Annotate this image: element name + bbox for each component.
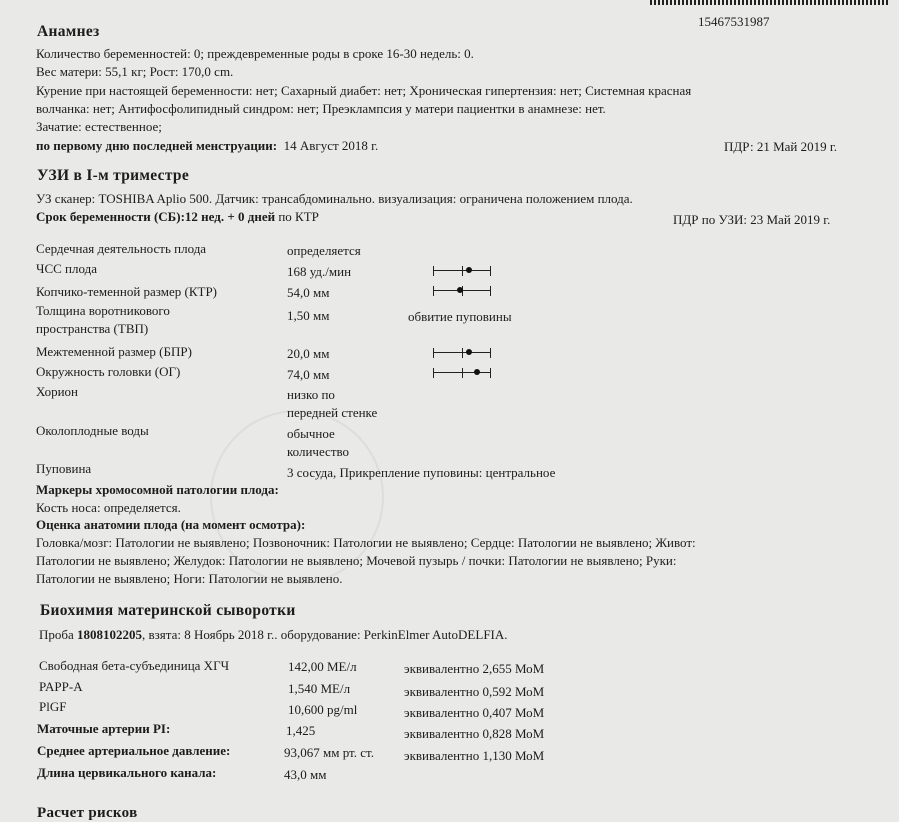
bio-row-label: Длина цервикального канала: <box>37 765 217 780</box>
barcode-strip <box>650 0 890 5</box>
bio-row-value: 10,600 pg/ml <box>288 702 358 717</box>
range-marker <box>433 348 491 358</box>
us-row-value: 54,0 мм <box>287 285 330 300</box>
bio-row-label: Свободная бета-субъединица ХГЧ <box>39 658 230 673</box>
us-row-value: низко по <box>287 387 335 402</box>
bio-row-value: 93,067 мм рт. ст. <box>284 745 374 760</box>
us-row-value: 1,50 мм <box>287 308 330 323</box>
lmp-value: 14 Август 2018 г. <box>283 138 379 153</box>
document-id: 15467531987 <box>698 14 770 29</box>
us-row-value: 3 сосуда, Прикрепление пуповины: центральное <box>287 465 556 480</box>
bio-row-label: Маточные артерии PI: <box>37 721 171 736</box>
us-row-value: обычное <box>287 426 335 441</box>
ultrasound-title: УЗИ в I-м триместре <box>37 167 190 184</box>
risk-factors-line: Курение при настоящей беременности: нет; Сахарный диабет: нет; Хроническая гипертензия: нет; Системная красная <box>36 83 692 98</box>
us-row-label: Окружность головки (ОГ) <box>36 364 181 379</box>
anatomy-line: Патологии не выявлено; Желудок: Патологии не выявлено; Мочевой пузырь / почки: Патологии не выявлено; Руки: <box>36 553 677 568</box>
lmp-line <box>36 138 378 153</box>
risk-title: Расчет рисков <box>37 805 138 821</box>
us-row-label: Сердечная деятельность плода <box>36 241 207 256</box>
us-row-label: Межтеменной размер (БПР) <box>36 344 192 359</box>
bio-row-label: PAPP-A <box>39 679 83 694</box>
ga-label: Срок беременности (СБ):12 нед. + 0 дней <box>36 209 276 224</box>
risk-factors-line-2: волчанка: нет; Антифосфолипидный синдром: нет; Преэклампсия у матери пациентки в анамнезе: нет. <box>36 101 606 116</box>
sample-details: , взята: 8 Ноябрь 2018 г.. оборудование: PerkinElmer AutoDELFIA. <box>142 627 508 642</box>
bio-row-mom: эквивалентно 0,592 МоМ <box>404 684 545 699</box>
bio-row-mom: эквивалентно 0,407 МоМ <box>404 705 545 720</box>
bio-row-value: 142,00 МЕ/л <box>288 659 357 674</box>
nasal-bone-line: Кость носа: определяется. <box>36 500 181 515</box>
us-row-label: Околоплодные воды <box>36 423 149 438</box>
us-row-value: 168 уд./мин <box>287 264 352 279</box>
edd-value: ПДР: 21 Май 2019 г. <box>724 139 837 154</box>
us-row-label: Копчико-теменной размер (КТР) <box>36 284 217 299</box>
bio-row-value: 43,0 мм <box>284 767 327 782</box>
gestational-age-line <box>36 209 319 224</box>
anamnesis-title: Анамнез <box>37 23 100 40</box>
us-row-label: ЧСС плода <box>36 261 97 276</box>
us-row-value-cont: передней стенке <box>287 405 378 420</box>
us-row-value: 20,0 мм <box>287 346 330 361</box>
range-marker <box>433 368 491 378</box>
us-row-label-cont: пространства (ТВП) <box>36 321 149 336</box>
range-marker <box>433 266 491 276</box>
bio-row-mom: эквивалентно 0,828 МоМ <box>404 726 545 741</box>
us-row-note: обвитие пуповины <box>408 309 512 324</box>
us-row-label: Пуповина <box>36 461 92 476</box>
anatomy-line: Патологии не выявлено; Ноги: Патологии не выявлено. <box>36 571 343 586</box>
bio-row-mom: эквивалентно 2,655 МоМ <box>404 661 545 676</box>
anatomy-line: Головка/мозг: Патологии не выявлено; Позвоночник: Патологии не выявлено; Сердце: Патологии не выявлено; Живот: <box>36 535 696 550</box>
us-row-value: определяется <box>287 243 361 258</box>
range-marker <box>433 286 491 296</box>
chromosomal-markers-title: Маркеры хромосомной патологии плода: <box>36 482 279 497</box>
sample-prefix: Проба <box>39 627 74 642</box>
ga-suffix: по КТР <box>278 209 319 224</box>
anatomy-title: Оценка анатомии плода (на момент осмотра): <box>36 517 306 532</box>
us-row-label: Толщина воротникового <box>36 303 170 318</box>
lmp-label: по первому дню последней менструации: <box>36 138 278 153</box>
sample-line <box>39 627 508 642</box>
conception-line: Зачатие: естественное; <box>36 119 162 134</box>
weight-height-line: Вес матери: 55,1 кг; Рост: 170,0 cm. <box>36 64 234 79</box>
pregnancies-line: Количество беременностей: 0; преждевременные роды в сроке 16-30 недель: 0. <box>36 46 474 61</box>
biochemistry-title: Биохимия материнской сыворотки <box>40 602 296 619</box>
us-row-value: 74,0 мм <box>287 367 330 382</box>
bio-row-label: Среднее артериальное давление: <box>37 743 231 758</box>
us-row-label: Хорион <box>36 384 78 399</box>
bio-row-mom: эквивалентно 1,130 МоМ <box>404 748 545 763</box>
edd-ultrasound: ПДР по УЗИ: 23 Май 2019 г. <box>673 212 831 227</box>
bio-row-value: 1,540 МЕ/л <box>288 681 351 696</box>
us-row-value-cont: количество <box>287 444 350 459</box>
sample-id: 1808102205 <box>77 627 143 642</box>
bio-row-label: PlGF <box>39 699 67 714</box>
scanner-line: УЗ сканер: TOSHIBA Aplio 500. Датчик: трансабдоминально. визуализация: ограничена положением плода. <box>36 191 633 206</box>
bio-row-value: 1,425 <box>286 723 316 738</box>
